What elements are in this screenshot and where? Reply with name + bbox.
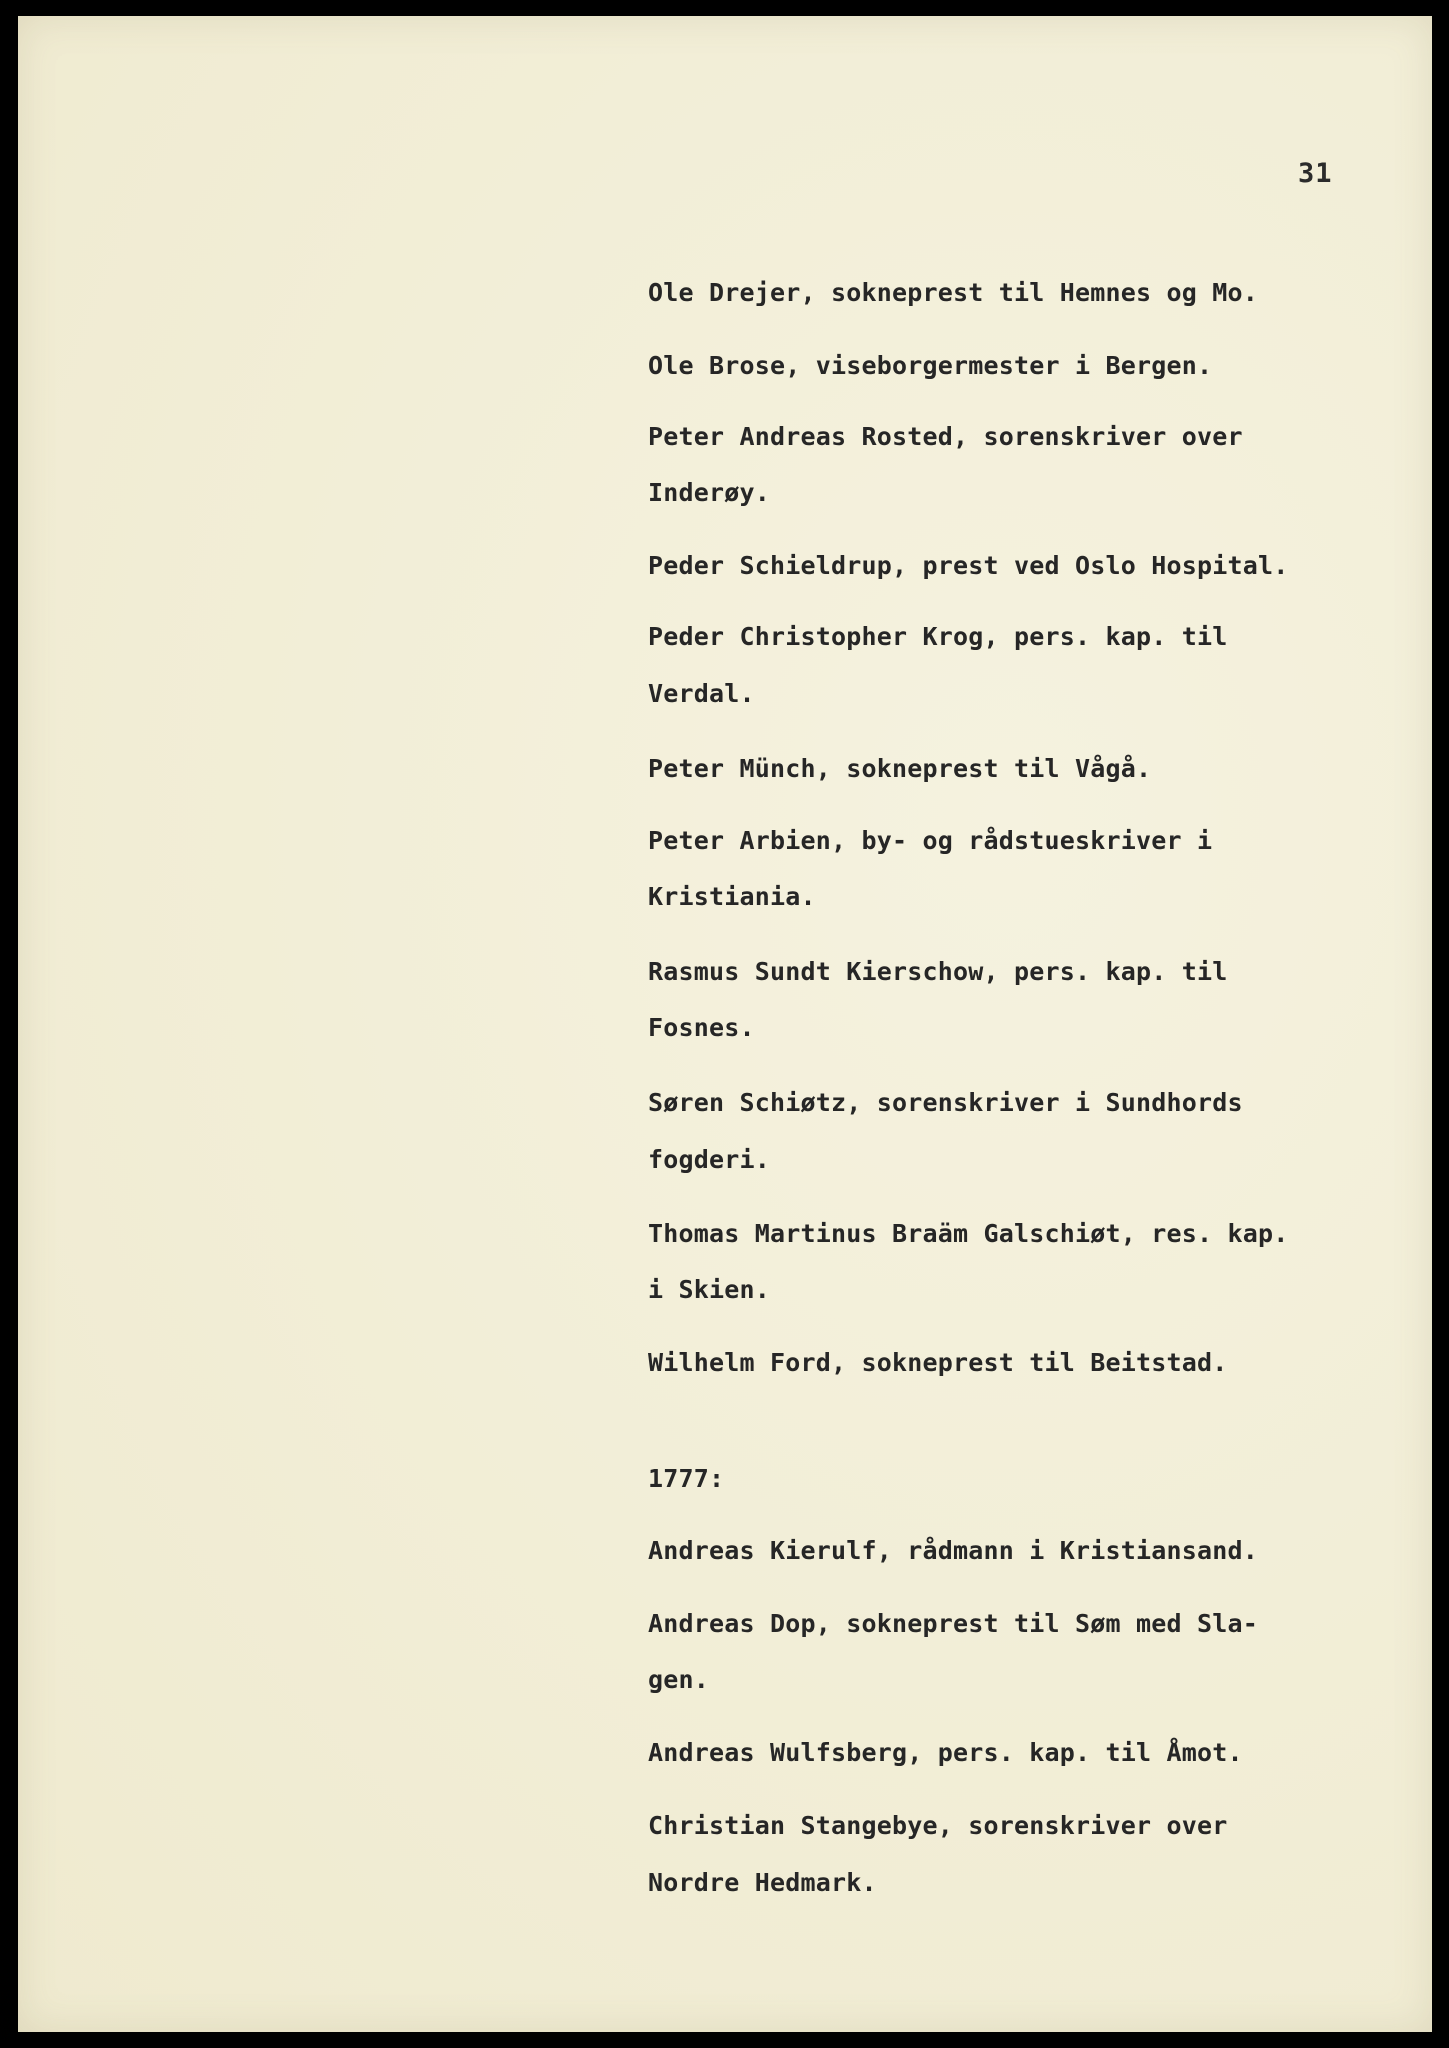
entry-line: Verdal. [648,679,755,708]
entry-line: Christian Stangebye, sorenskriver over [648,1811,1228,1840]
entry-line: Ole Brose, viseborgermester i Bergen. [648,351,1213,380]
entry-line: Peter Andreas Rosted, sorenskriver over [648,422,1243,451]
document-page [18,16,1432,2032]
page-number: 31 [1298,158,1333,189]
entry-line: gen. [648,1665,710,1694]
entry-line: Andreas Wulfsberg, pers. kap. til Åmot. [648,1738,1243,1767]
entry-line: Peder Christopher Krog, pers. kap. til [648,622,1228,651]
entry-line: Kristiania. [648,882,816,911]
entry-line: Wilhelm Ford, sokneprest til Beitstad. [648,1348,1228,1377]
entry-line: Inderøy. [648,478,771,507]
entry-line: Fosnes. [648,1013,755,1042]
entry-line: Thomas Martinus Braäm Galschiøt, res. kap. [648,1219,1289,1248]
entry-line: Peter Münch, sokneprest til Vågå. [648,754,1152,783]
entry-line: Andreas Dop, sokneprest til Søm med Sla- [648,1609,1259,1638]
year-heading: 1777: [648,1464,725,1493]
entry-line: Ole Drejer, sokneprest til Hemnes og Mo. [648,278,1259,307]
entry-line: Andreas Kierulf, rådmann i Kristiansand. [648,1536,1259,1565]
entry-line: i Skien. [648,1275,771,1304]
entry-line: Rasmus Sundt Kierschow, pers. kap. til [648,957,1228,986]
entry-line: fogderi. [648,1145,771,1174]
entry-line: Søren Schiøtz, sorenskriver i Sundhords [648,1088,1243,1117]
entry-line: Nordre Hedmark. [648,1868,877,1897]
entry-line: Peter Arbien, by- og rådstueskriver i [648,826,1213,855]
entry-line: Peder Schieldrup, prest ved Oslo Hospital. [648,551,1289,580]
